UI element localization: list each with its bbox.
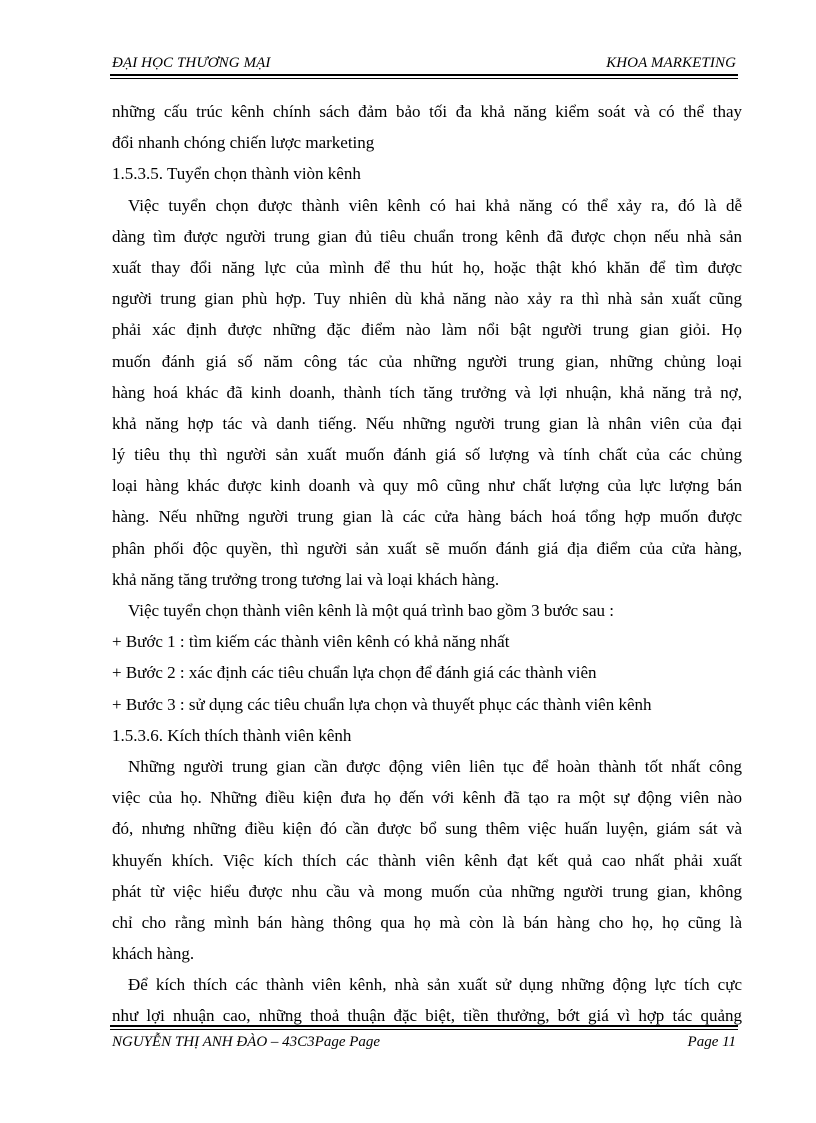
body-line: người trung gian phù hợp. Tuy nhiên dù khả năng nào xảy ra thì nhà sản xuất cũng xyxy=(112,289,742,309)
body-line: muốn đánh giá số năm công tác của những người trung gian, những chủng loại xyxy=(112,351,742,371)
body-line: xuất thay đổi năng lực của mình để thu hút họ, hoặc thật khó khăn để tìm được xyxy=(112,257,742,277)
body-line: loại hàng khác được kinh doanh và quy mô cũng như chất lượng của lực lượng bán xyxy=(112,476,742,496)
footer-divider-thin xyxy=(110,1029,738,1030)
body-line: khách hàng. xyxy=(112,944,195,964)
body-line: Việc tuyển chọn được thành viên kênh có hai khả năng có thể xảy ra, đó là dễ xyxy=(128,195,742,215)
header-divider xyxy=(110,74,738,76)
body-line: khả năng tăng trưởng trong tương lai và loại khách hàng. xyxy=(112,569,500,589)
document-body xyxy=(112,96,742,1032)
footer-divider xyxy=(110,1025,738,1027)
list-item: + Bước 2 : xác định các tiêu chuẩn lựa chọn để đánh giá các thành viên xyxy=(112,663,597,683)
body-line: Để kích thích các thành viên kênh, nhà sản xuất sử dụng những động lực tích cực xyxy=(128,975,742,995)
body-line: đổi nhanh chóng chiến lược marketing xyxy=(112,133,375,153)
body-line: khả năng hợp tác và danh tiếng. Nếu những người trung gian là nhân viên của đại xyxy=(112,413,742,433)
body-line: hàng. Nếu những người trung gian là các cửa hàng bách hoá tổng hợp muốn được xyxy=(112,507,742,527)
section-heading: 1.5.3.6. Kích thích thành viên kênh xyxy=(112,725,352,745)
page-footer xyxy=(112,1034,736,1056)
page-number: Page 11 xyxy=(687,1034,736,1050)
section-heading: 1.5.3.5. Tuyển chọn thành viòn kênh xyxy=(112,164,361,184)
body-line: phải xác định được những đặc điểm nào làm nổi bật người trung gian giỏi. Họ xyxy=(112,320,742,340)
body-line: những cấu trúc kênh chính sách đảm bảo tối đa khả năng kiểm soát và có thể thay xyxy=(112,102,742,121)
list-item: + Bước 3 : sử dụng các tiêu chuẩn lựa chọn và thuyết phục các thành viên kênh xyxy=(112,694,652,714)
body-line: lý tiêu thụ thì người sản xuất muốn đánh giá số lượng và tính chất của các chủng xyxy=(112,445,742,465)
header-faculty: KHOA MARKETING xyxy=(606,55,736,71)
body-line: hàng hoá khác đã kinh doanh, thành tích tăng trưởng và lợi nhuận, khả năng trả nợ, xyxy=(112,382,742,402)
body-line: việc của họ. Những điều kiện đưa họ đến với kênh đã tạo ra một sự động viên nào xyxy=(112,788,742,808)
body-line: như lợi nhuận cao, những thoả thuận đặc biệt, tiền thưởng, bớt giá vì hợp tác quảng xyxy=(112,1006,742,1026)
body-line: Những người trung gian cần được động viên liên tục để hoàn thành tốt nhất công xyxy=(128,756,742,776)
list-item: + Bước 1 : tìm kiếm các thành viên kênh có khả năng nhất xyxy=(112,632,510,652)
body-line: khuyến khích. Việc kích thích các thành viên kênh đạt kết quả cao nhất phải xuất xyxy=(112,850,742,870)
body-line: dàng tìm được người trung gian đủ tiêu chuẩn trong kênh đã được chọn nếu nhà sản xyxy=(112,226,742,246)
page-header xyxy=(112,50,736,72)
header-university: ĐẠI HỌC THƯƠNG MẠI xyxy=(112,55,271,71)
body-line: phân phối độc quyền, thì người sản xuất sẽ muốn đánh giá địa điểm của cửa hàng, xyxy=(112,538,742,558)
header-divider-thin xyxy=(110,78,738,79)
body-line: phát từ việc hiểu được nhu cầu và mong muốn của những người trung gian, không xyxy=(112,881,742,901)
body-line: chỉ cho rằng mình bán hàng thông qua họ mà còn là bán hàng cho họ, họ cũng là xyxy=(112,912,742,932)
footer-author: NGUYỄN THỊ ANH ĐÀO – 43C3Page Page xyxy=(112,1034,381,1050)
body-line: Việc tuyển chọn thành viên kênh là một quá trình bao gồm 3 bước sau : xyxy=(128,601,614,620)
body-line: đó, nhưng những điều kiện đó cần được bổ sung thêm việc huấn luyện, giám sát và xyxy=(112,819,742,839)
